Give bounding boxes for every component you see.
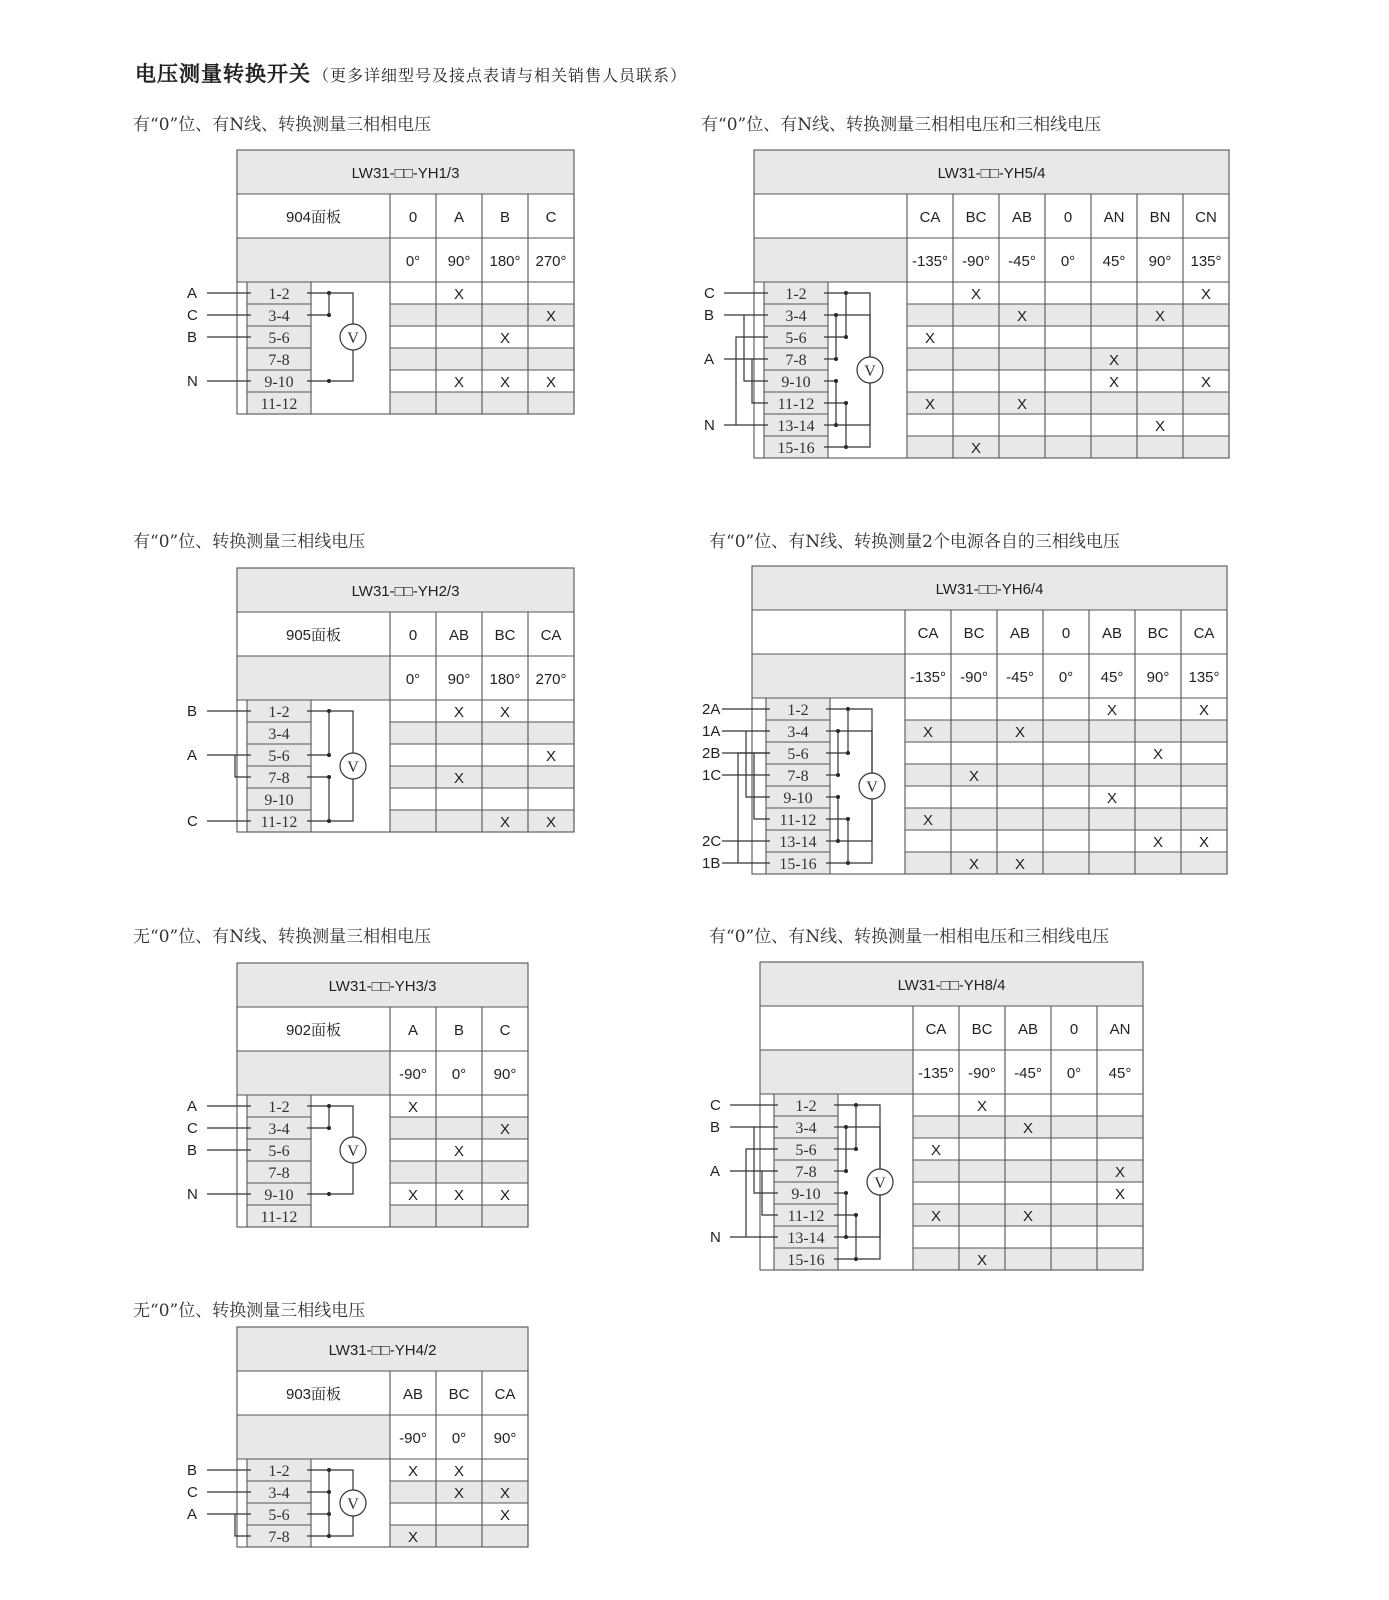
contact-mark: X <box>968 768 980 785</box>
angle-label: 135° <box>1188 669 1220 686</box>
contact-label: 11-12 <box>260 396 298 413</box>
angle-label: -45° <box>1008 253 1036 270</box>
line-label: 2C <box>702 833 722 850</box>
contact-mark: X <box>499 814 511 831</box>
contact-label: 5-6 <box>785 330 807 347</box>
position-label: AB <box>448 627 470 644</box>
voltmeter-label: V <box>347 1143 359 1160</box>
line-inputs <box>187 1098 251 1203</box>
contact-label: 5-6 <box>795 1142 817 1159</box>
contact-mark: X <box>453 1485 465 1502</box>
contact-label: 3-4 <box>795 1120 817 1137</box>
contact-mark: X <box>1152 746 1164 763</box>
line-label: 1A <box>702 723 721 740</box>
section-heading-yh8: 有“0”位、有N线、转换测量一相相电压和三相线电压 <box>709 927 1110 947</box>
contact-label: 7-8 <box>268 1165 290 1182</box>
contact-mark: X <box>1106 702 1118 719</box>
line-label: B <box>710 1119 721 1136</box>
angle-label: 270° <box>535 253 567 270</box>
contact-diagram-yh6 <box>700 566 1229 876</box>
contact-mark: X <box>970 286 982 303</box>
contact-label: 15-16 <box>777 440 815 457</box>
contact-mark: X <box>1152 834 1164 851</box>
contact-label: 1-2 <box>795 1098 817 1115</box>
contact-mark: X <box>976 1252 988 1269</box>
contact-mark: X <box>968 856 980 873</box>
contact-mark: X <box>1200 374 1212 391</box>
angle-label: 180° <box>489 253 521 270</box>
angle-label: 0° <box>1060 253 1076 270</box>
contact-mark: X <box>499 330 511 347</box>
section-heading-yh2: 有“0”位、转换测量三相线电压 <box>133 532 366 552</box>
angle-label: 45° <box>1108 1065 1132 1082</box>
contact-mark: X <box>922 812 934 829</box>
contact-mark: X <box>407 1463 419 1480</box>
angle-label: 270° <box>535 671 567 688</box>
contact-mark: X <box>1114 1164 1126 1181</box>
position-label: C <box>499 1022 511 1039</box>
contact-label: 3-4 <box>268 308 290 325</box>
line-label: N <box>704 417 715 434</box>
contact-diagram-yh3 <box>185 963 530 1229</box>
contact-label: 9-10 <box>264 792 294 809</box>
position-label: CA <box>494 1386 516 1403</box>
line-label: 2A <box>702 701 721 718</box>
contact-label: 7-8 <box>268 770 290 787</box>
angle-label: 180° <box>489 671 521 688</box>
contact-mark: X <box>453 1463 465 1480</box>
angle-label: 0° <box>405 671 421 688</box>
angle-label: 90° <box>1148 253 1172 270</box>
contact-mark: X <box>545 748 557 765</box>
line-inputs <box>704 285 768 434</box>
line-label: C <box>187 307 198 324</box>
model-label: LW31-□□-YH8/4 <box>897 977 1006 994</box>
page-title-text: 电压测量转换开关 <box>135 62 311 86</box>
angle-label: -135° <box>909 669 947 686</box>
contact-mark: X <box>545 814 557 831</box>
page-title-note: （更多详细型号及接点表请与相关销售人员联系） <box>313 66 688 85</box>
contact-mark: X <box>1108 352 1120 369</box>
angle-label: 45° <box>1102 253 1126 270</box>
contact-label: 9-10 <box>783 790 813 807</box>
position-label: CA <box>919 209 941 226</box>
angle-label: 0° <box>451 1430 467 1447</box>
position-label: 0 <box>408 627 418 644</box>
contact-mark: X <box>970 440 982 457</box>
contact-mark: X <box>1154 418 1166 435</box>
contact-label: 9-10 <box>781 374 811 391</box>
contact-mark: X <box>1108 374 1120 391</box>
section-heading-yh3: 无“0”位、有N线、转换测量三相相电压 <box>133 927 432 947</box>
diagram-svg <box>185 1327 530 1549</box>
position-label: CA <box>1193 625 1215 642</box>
contact-label: 3-4 <box>268 1485 290 1502</box>
contact-mark: X <box>499 1485 511 1502</box>
contact-label: 7-8 <box>268 352 290 369</box>
contact-label: 13-14 <box>787 1230 825 1247</box>
panel-label: 905面板 <box>285 627 342 644</box>
position-label: BC <box>971 1021 993 1038</box>
line-label: 1C <box>702 767 722 784</box>
contact-mark: X <box>1106 790 1118 807</box>
contact-mark: X <box>453 286 465 303</box>
contact-mark: X <box>499 1121 511 1138</box>
line-label: N <box>187 373 198 390</box>
position-label: CN <box>1195 209 1217 226</box>
contact-mark: X <box>922 724 934 741</box>
line-label: B <box>187 1462 198 1479</box>
position-label: AB <box>1017 1021 1039 1038</box>
contact-mark: X <box>407 1529 419 1546</box>
position-label: B <box>499 209 511 226</box>
contact-label: 5-6 <box>268 748 290 765</box>
voltmeter-label: V <box>347 759 359 776</box>
contact-mark: X <box>924 396 936 413</box>
model-label: LW31-□□-YH3/3 <box>328 978 437 995</box>
contact-label: 7-8 <box>795 1164 817 1181</box>
model-label: LW31-□□-YH4/2 <box>328 1342 437 1359</box>
diagram-svg <box>700 566 1229 876</box>
contact-label: 1-2 <box>268 1463 290 1480</box>
line-label: A <box>187 747 198 764</box>
diagram-svg <box>185 150 576 416</box>
angle-label: -135° <box>911 253 949 270</box>
contact-mark: X <box>1022 1208 1034 1225</box>
contact-mark: X <box>545 308 557 325</box>
contact-label: 9-10 <box>791 1186 821 1203</box>
contact-mark: X <box>930 1208 942 1225</box>
line-label: C <box>187 1120 198 1137</box>
line-label: A <box>187 285 198 302</box>
position-label: 0 <box>408 209 418 226</box>
section-heading-yh6: 有“0”位、有N线、转换测量2个电源各自的三相线电压 <box>709 532 1120 552</box>
position-label: CA <box>917 625 939 642</box>
page-title <box>135 58 687 88</box>
model-label: LW31-□□-YH6/4 <box>935 581 1044 598</box>
line-label: A <box>710 1163 721 1180</box>
angle-label: 135° <box>1190 253 1222 270</box>
position-label: AN <box>1103 209 1125 226</box>
voltmeter-label: V <box>874 1175 886 1192</box>
contact-label: 7-8 <box>787 768 809 785</box>
angle-label: -90° <box>962 253 990 270</box>
contact-mark: X <box>1022 1120 1034 1137</box>
angle-label: 90° <box>493 1066 517 1083</box>
line-label: C <box>187 813 198 830</box>
contact-mark: X <box>453 704 465 721</box>
contact-mark: X <box>1014 724 1026 741</box>
line-inputs <box>702 701 770 872</box>
line-label: 1B <box>702 855 721 872</box>
position-label: A <box>407 1022 419 1039</box>
line-label: B <box>187 703 198 720</box>
position-label: CA <box>925 1021 947 1038</box>
line-inputs <box>187 1462 251 1536</box>
section-heading-yh1: 有“0”位、有N线、转换测量三相相电压 <box>133 115 432 135</box>
position-label: AB <box>402 1386 424 1403</box>
position-label: AB <box>1009 625 1031 642</box>
contact-label: 15-16 <box>787 1252 825 1269</box>
angle-label: 90° <box>447 253 471 270</box>
contact-mark: X <box>976 1098 988 1115</box>
angle-label: 0° <box>1066 1065 1082 1082</box>
model-label: LW31-□□-YH1/3 <box>351 165 460 182</box>
line-label: A <box>704 351 715 368</box>
contact-mark: X <box>453 1143 465 1160</box>
contact-label: 9-10 <box>264 1187 294 1204</box>
angle-label: -90° <box>399 1430 427 1447</box>
contact-label: 15-16 <box>779 856 817 873</box>
contact-mark: X <box>1014 856 1026 873</box>
line-label: N <box>187 1186 198 1203</box>
position-label: BC <box>448 1386 470 1403</box>
contact-diagram-yh1 <box>185 150 576 416</box>
position-label: A <box>453 209 465 226</box>
contact-diagram-yh2 <box>185 568 576 834</box>
line-label: B <box>187 329 198 346</box>
line-label: C <box>187 1484 198 1501</box>
section-heading-yh4: 无“0”位、转换测量三相线电压 <box>133 1301 366 1321</box>
section-heading-yh5: 有“0”位、有N线、转换测量三相相电压和三相线电压 <box>701 115 1102 135</box>
contact-mark: X <box>1198 702 1210 719</box>
contact-mark: X <box>924 330 936 347</box>
contact-label: 9-10 <box>264 374 294 391</box>
line-label: B <box>187 1142 198 1159</box>
panel-label: 904面板 <box>285 209 342 226</box>
position-label: BC <box>963 625 985 642</box>
position-label: B <box>453 1022 465 1039</box>
contact-mark: X <box>499 1507 511 1524</box>
diagram-svg <box>185 568 576 834</box>
contact-mark: X <box>1016 308 1028 325</box>
contact-label: 1-2 <box>785 286 807 303</box>
panel-label: 902面板 <box>285 1022 342 1039</box>
voltmeter-label: V <box>866 779 878 796</box>
angle-label: -45° <box>1014 1065 1042 1082</box>
angle-label: -90° <box>960 669 988 686</box>
angle-label: 90° <box>1146 669 1170 686</box>
voltmeter-label: V <box>347 1496 359 1513</box>
contact-label: 3-4 <box>785 308 807 325</box>
contact-mark: X <box>499 374 511 391</box>
contact-mark: X <box>545 374 557 391</box>
angle-label: 45° <box>1100 669 1124 686</box>
line-label: N <box>710 1229 721 1246</box>
contact-label: 5-6 <box>787 746 809 763</box>
panel-label: 903面板 <box>285 1386 342 1403</box>
angle-label: 0° <box>451 1066 467 1083</box>
contact-label: 11-12 <box>777 396 815 413</box>
model-label: LW31-□□-YH2/3 <box>351 583 460 600</box>
contact-mark: X <box>407 1099 419 1116</box>
line-inputs <box>187 285 251 390</box>
position-label: AN <box>1109 1021 1131 1038</box>
angle-label: -90° <box>399 1066 427 1083</box>
contact-diagram-yh4 <box>185 1327 530 1549</box>
model-label: LW31-□□-YH5/4 <box>937 165 1046 182</box>
voltmeter-label: V <box>864 363 876 380</box>
contact-mark: X <box>1198 834 1210 851</box>
contact-label: 1-2 <box>268 286 290 303</box>
contact-mark: X <box>453 374 465 391</box>
line-label: 2B <box>702 745 721 762</box>
diagram-svg <box>702 150 1231 460</box>
contact-label: 11-12 <box>260 814 298 831</box>
contact-mark: X <box>407 1187 419 1204</box>
contact-label: 7-8 <box>268 1529 290 1546</box>
position-label: 0 <box>1063 209 1073 226</box>
contact-label: 1-2 <box>268 704 290 721</box>
angle-label: 90° <box>493 1430 517 1447</box>
contact-mark: X <box>1016 396 1028 413</box>
diagram-svg <box>708 962 1145 1272</box>
diagram-svg <box>185 963 530 1229</box>
angle-label: 0° <box>405 253 421 270</box>
position-label: BC <box>965 209 987 226</box>
contact-label: 5-6 <box>268 1143 290 1160</box>
angle-label: -135° <box>917 1065 955 1082</box>
contact-mark: X <box>1154 308 1166 325</box>
position-label: C <box>545 209 557 226</box>
voltmeter-label: V <box>347 330 359 347</box>
contact-label: 1-2 <box>268 1099 290 1116</box>
contact-mark: X <box>453 1187 465 1204</box>
contact-mark: X <box>1200 286 1212 303</box>
line-label: C <box>710 1097 721 1114</box>
contact-label: 3-4 <box>268 1121 290 1138</box>
contact-mark: X <box>1114 1186 1126 1203</box>
contact-label: 7-8 <box>785 352 807 369</box>
angle-label: -90° <box>968 1065 996 1082</box>
contact-label: 11-12 <box>787 1208 825 1225</box>
contact-label: 3-4 <box>787 724 809 741</box>
contact-mark: X <box>499 1187 511 1204</box>
contact-mark: X <box>499 704 511 721</box>
line-label: C <box>704 285 715 302</box>
contact-mark: X <box>453 770 465 787</box>
line-label: B <box>704 307 715 324</box>
position-label: AB <box>1011 209 1033 226</box>
position-label: CA <box>540 627 562 644</box>
contact-label: 1-2 <box>787 702 809 719</box>
contact-label: 13-14 <box>779 834 817 851</box>
contact-label: 11-12 <box>779 812 817 829</box>
position-label: BN <box>1149 209 1171 226</box>
contact-label: 11-12 <box>260 1209 298 1226</box>
contact-mark: X <box>930 1142 942 1159</box>
contact-label: 5-6 <box>268 330 290 347</box>
position-label: BC <box>494 627 516 644</box>
position-label: 0 <box>1061 625 1071 642</box>
contact-label: 5-6 <box>268 1507 290 1524</box>
line-inputs <box>187 703 251 830</box>
line-label: A <box>187 1506 198 1523</box>
contact-label: 13-14 <box>777 418 815 435</box>
line-label: A <box>187 1098 198 1115</box>
contact-label: 3-4 <box>268 726 290 743</box>
contact-diagram-yh5 <box>702 150 1231 460</box>
position-label: 0 <box>1069 1021 1079 1038</box>
line-inputs <box>710 1097 778 1246</box>
angle-label: 0° <box>1058 669 1074 686</box>
contact-diagram-yh8 <box>708 962 1145 1272</box>
angle-label: 90° <box>447 671 471 688</box>
position-label: AB <box>1101 625 1123 642</box>
position-label: BC <box>1147 625 1169 642</box>
angle-label: -45° <box>1006 669 1034 686</box>
